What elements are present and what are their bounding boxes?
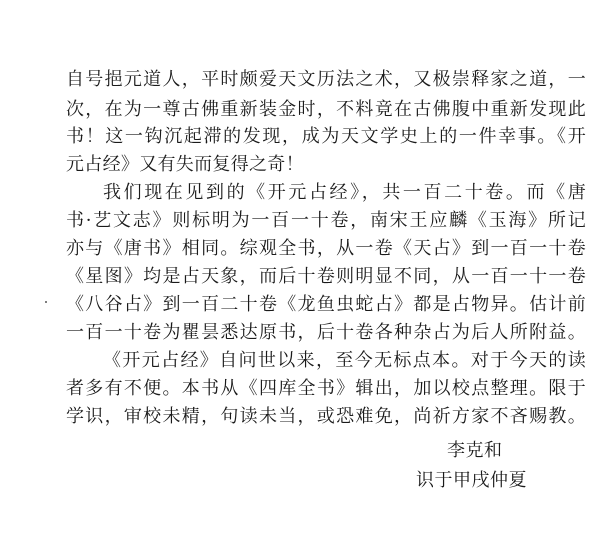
paragraph-3-line-1: 《开元占经》自问世以来，至今无标点本。对于今天的读 bbox=[103, 350, 586, 371]
paragraph-1-line-1: 自号挹元道人，平时颇爱天文历法之术，又极崇释家之道，一 bbox=[66, 69, 586, 90]
signature-date: 识于甲戌仲夏 bbox=[416, 470, 527, 491]
paragraph-3-line-2: 者多有不便。本书从《四库全书》辑出，加以校点整理。限于 bbox=[66, 378, 586, 399]
scan-speck bbox=[45, 301, 47, 303]
paragraph-2-line-3: 亦与《唐书》相同。综观全书，从一卷《天占》到一百一十卷 bbox=[66, 238, 586, 259]
paragraph-2-line-1: 我们现在见到的《开元占经》，共一百二十卷。而《唐 bbox=[103, 182, 586, 203]
paragraph-1-line-4: 元占经》又有失而复得之奇！ bbox=[66, 154, 304, 175]
paragraph-2-line-6: 一百一十卷为瞿昙悉达原书，后十卷各种杂占为后人所附益。 bbox=[66, 322, 586, 343]
paragraph-1-line-2: 次，在为一尊古佛重新装金时，不料竟在古佛腹中重新发现此 bbox=[66, 99, 586, 120]
author-signature: 李克和 bbox=[447, 440, 503, 461]
paragraph-1-line-3: 书！这一钩沉起滞的发现，成为天文学史上的一件幸事。《开 bbox=[66, 126, 586, 147]
paragraph-2-line-4: 《星图》均是占天象，而后十卷则明显不同，从一百一十一卷 bbox=[66, 266, 586, 287]
paragraph-2-line-5: 《八谷占》到一百二十卷《龙鱼虫蛇占》都是占物异。估计前 bbox=[66, 294, 586, 315]
paragraph-2-line-2: 书·艺文志》则标明为一百一十卷，南宋王应麟《玉海》所记 bbox=[66, 210, 586, 231]
paragraph-3-line-3: 学识，审校未精，句读未当，或恐难免，尚祈方家不吝赐教。 bbox=[66, 406, 586, 427]
